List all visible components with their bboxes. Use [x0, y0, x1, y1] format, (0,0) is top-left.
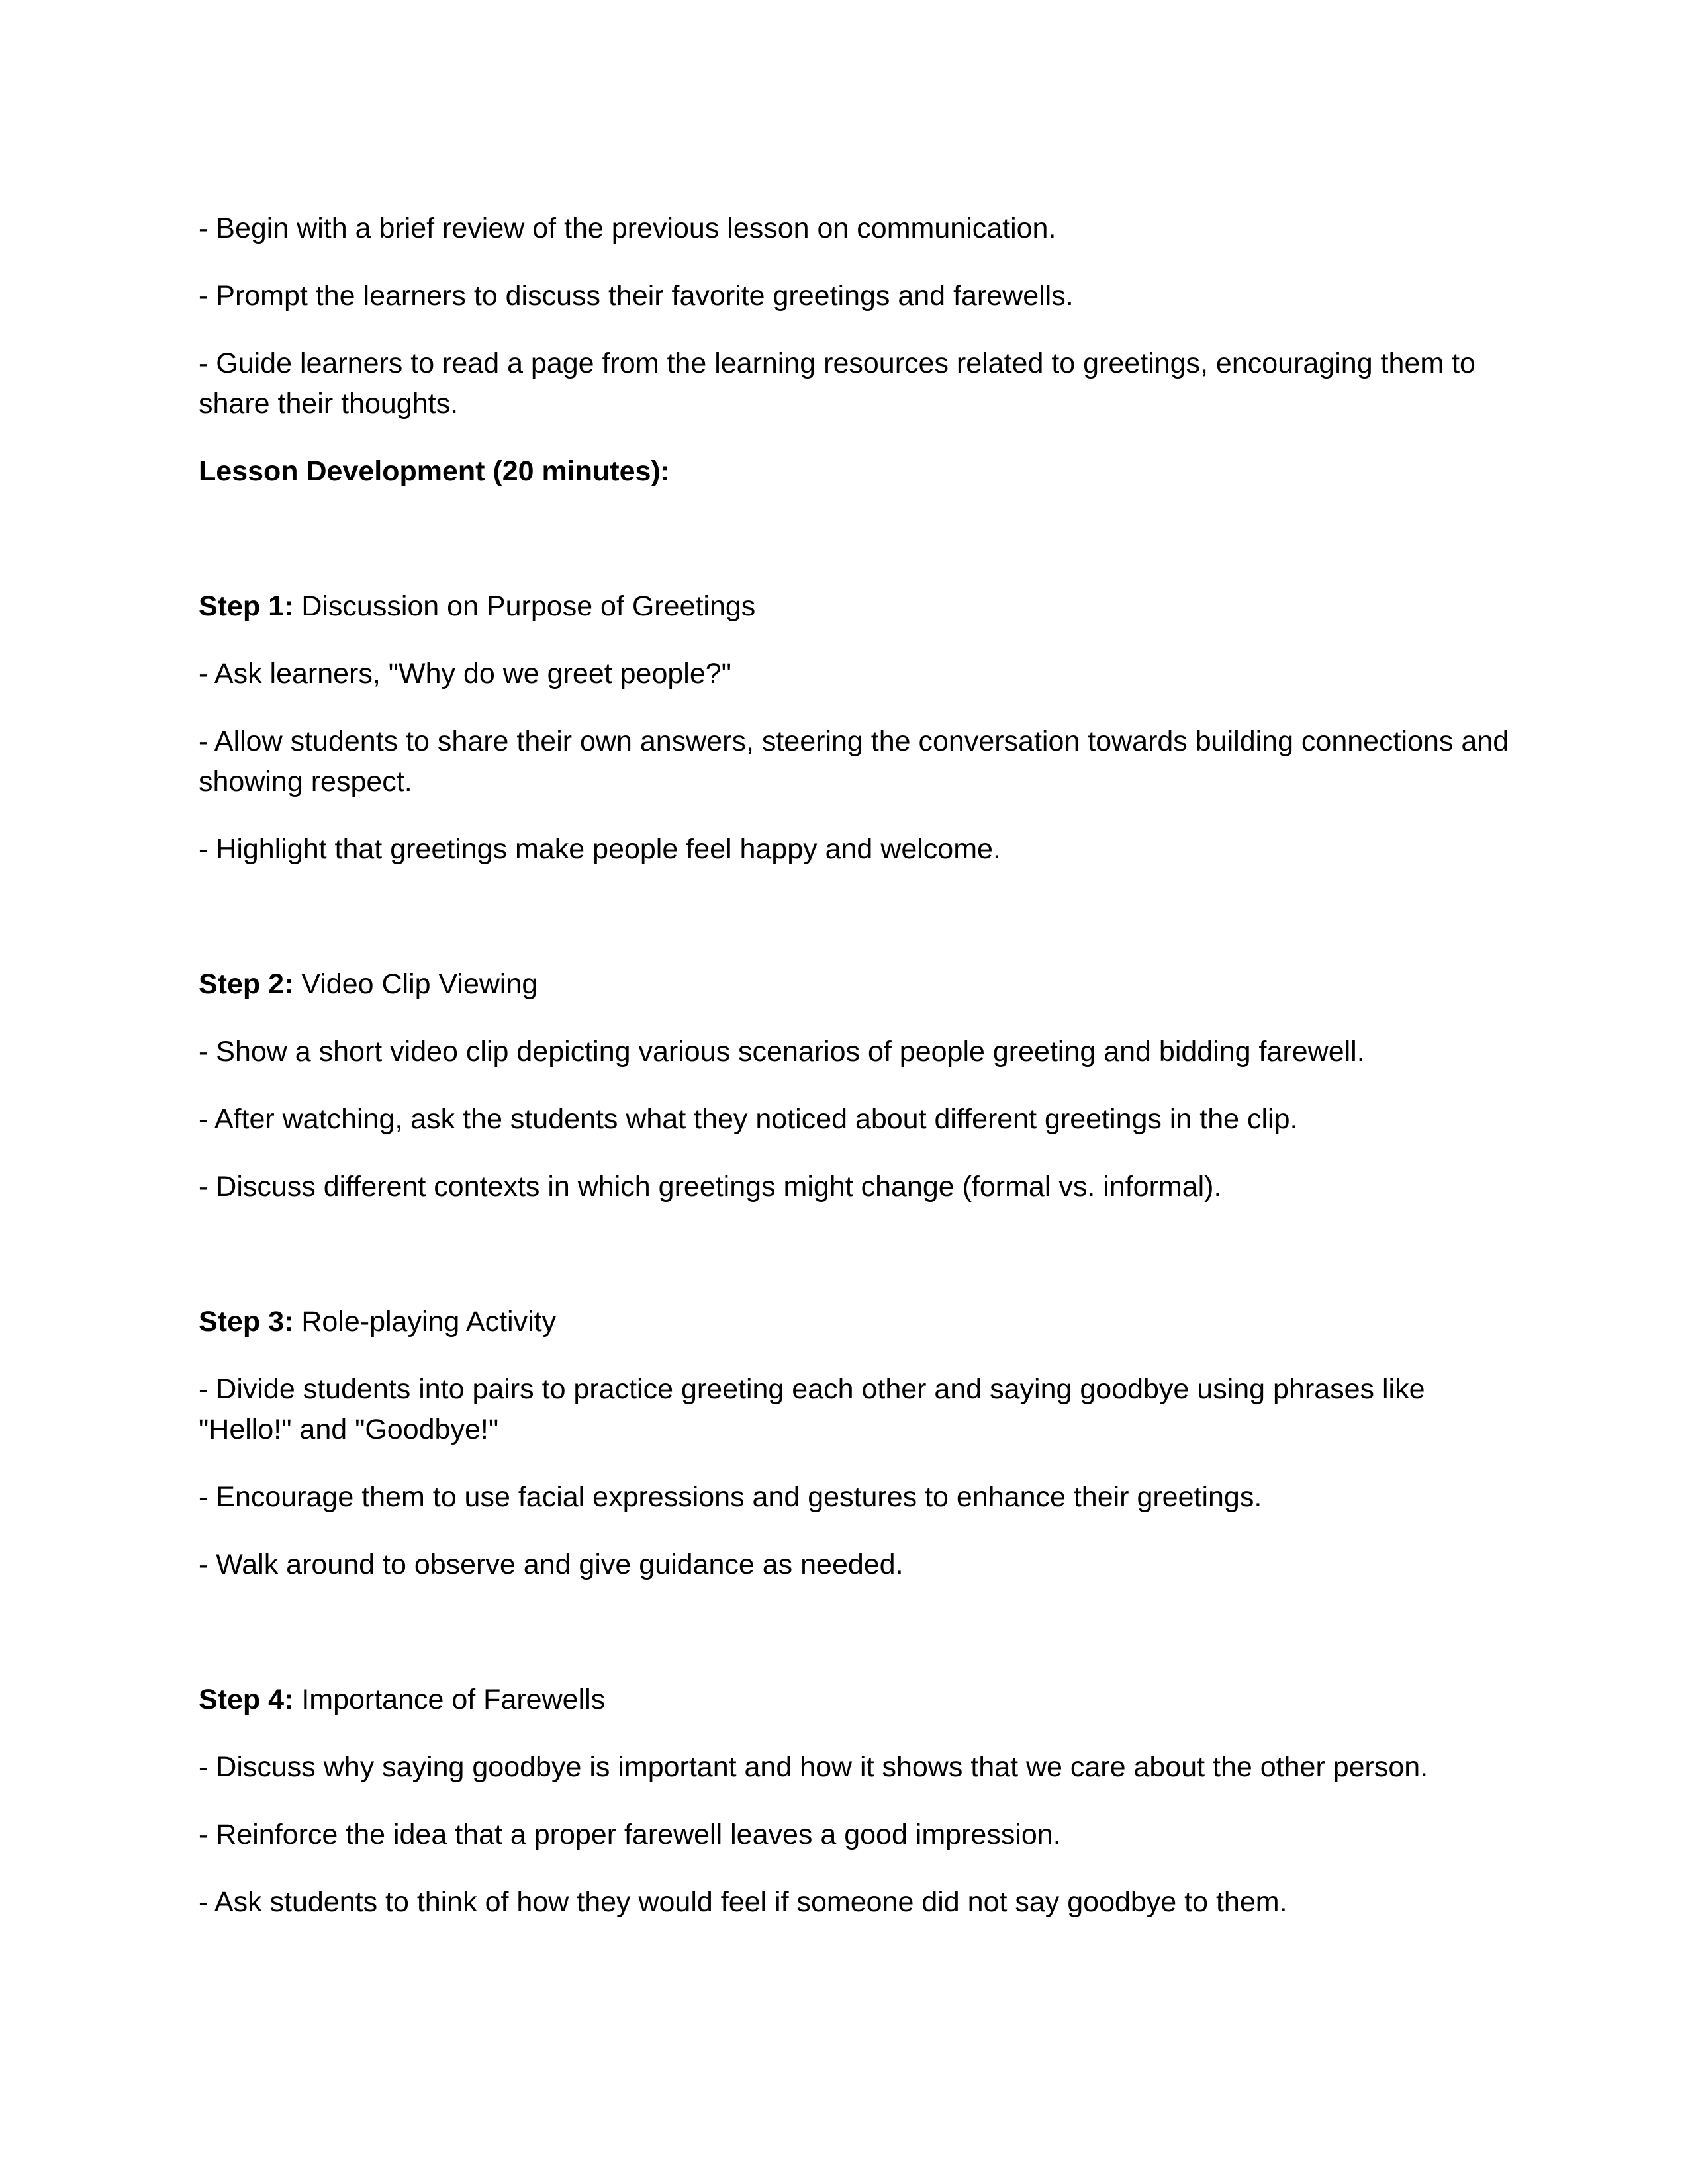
paragraph: - Prompt the learners to discuss their favorite greetings and farewells.: [199, 280, 1074, 312]
paragraph: - Discuss why saying goodbye is important and how it shows that we care about the other person.: [199, 1751, 1429, 1783]
section-heading: Lesson Development (20 minutes):: [199, 455, 671, 487]
empty-line: [199, 519, 1523, 559]
paragraph: - After watching, ask the students what they noticed about different greetings in the clip.: [199, 1103, 1298, 1135]
step-heading: [199, 586, 1523, 627]
paragraph: - Begin with a brief review of the previous lesson on communication.: [199, 212, 1056, 244]
paragraph: - Show a short video clip depicting various scenarios of people greeting and bidding farewell.: [199, 1036, 1365, 1068]
step-label: Step 4:: [199, 1684, 294, 1715]
step-title: Role-playing Activity: [293, 1306, 557, 1338]
step-label: Step 3:: [199, 1306, 294, 1338]
paragraph: - Walk around to observe and give guidance as needed.: [199, 1549, 904, 1580]
step-heading: [199, 964, 1523, 1005]
empty-line: [199, 897, 1523, 937]
paragraph: - Ask students to think of how they would feel if someone did not say goodbye to them.: [199, 1886, 1288, 1918]
step-heading: [199, 1302, 1523, 1342]
step-title: Discussion on Purpose of Greetings: [293, 590, 756, 622]
paragraph: - Allow students to share their own answers, steering the conversation towards building connections and showing respect.: [199, 725, 1509, 797]
step-heading: [199, 1680, 1523, 1720]
step-title: Importance of Farewells: [293, 1684, 606, 1715]
step-label: Step 2:: [199, 968, 294, 1000]
step-label: Step 1:: [199, 590, 294, 622]
paragraph: - Highlight that greetings make people feel happy and welcome.: [199, 833, 1001, 865]
paragraph: - Discuss different contexts in which greetings might change (formal vs. informal).: [199, 1171, 1222, 1203]
paragraph: - Reinforce the idea that a proper farewell leaves a good impression.: [199, 1819, 1061, 1850]
paragraph: - Divide students into pairs to practice greeting each other and saying goodbye using phrases like "Hello!" and "Goodbye!": [199, 1373, 1425, 1445]
empty-line: [199, 1612, 1523, 1653]
paragraph: - Encourage them to use facial expressions and gestures to enhance their greetings.: [199, 1481, 1262, 1513]
paragraph: - Guide learners to read a page from the learning resources related to greetings, encouraging them to share their thoughts.: [199, 347, 1476, 420]
empty-line: [199, 1234, 1523, 1275]
step-title: Video Clip Viewing: [293, 968, 538, 1000]
paragraph: - Ask learners, "Why do we greet people?": [199, 658, 731, 690]
